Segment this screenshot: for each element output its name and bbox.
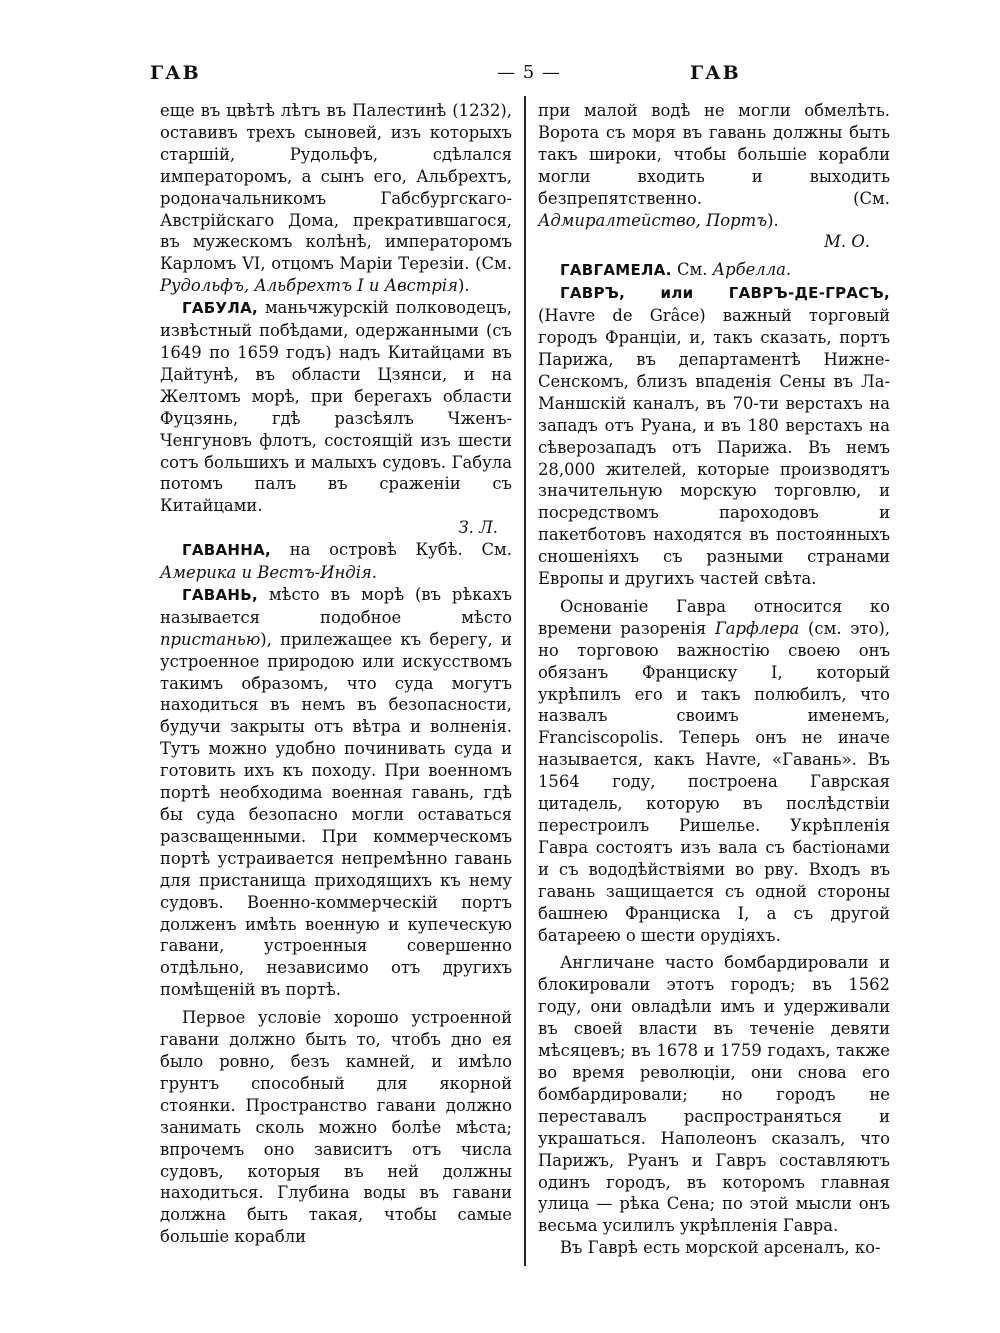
column-divider [524,96,526,1266]
entry-headword: ГАВГАМЕЛА. [560,261,672,280]
entry-headword: ГАВАНЬ, [182,585,258,604]
left-column [160,100,512,1248]
page-header [150,62,890,92]
running-head-right: ГАВ [690,62,741,84]
running-head-left: ГАВ [150,62,201,84]
cross-reference: Рудольфъ, Альбрехтъ I и Австрія [160,276,458,296]
continuation-paragraph: еще въ цвѣтѣ лѣтъ въ Палестинѣ (1232), оставивъ трехъ сыновей, изъ которыхъ старшій, Рудольфъ, сдѣлался императоромъ, а сынъ его, Альбрехтъ, родоначальникомъ Габсбургскаго-Австрійскаго Дома, прекратившагося, въ мужескомъ колѣнѣ, императоромъ Карломъ VI, отцомъ Маріи Терезіи. (См. Рудольфъ, Альбрехтъ I и Австрія). [160,101,512,296]
entry-gavanna: ГАВАННА, на островѣ Кубѣ. См. Америка и Вестъ-Индія. [160,540,512,583]
entry-headword: ГАВАННА, [182,541,272,560]
right-column [538,100,890,1259]
cross-reference: Адмиралтейство, Портъ [538,210,768,230]
entry-gavan: ГАВАНЬ, мѣсто въ морѣ (въ рѣкахъ называется подобное мѣсто пристанью), прилежащее къ берегу, и устроенное природою или искусствомъ такимъ образомъ, что суда могутъ находиться въ немъ въ безопасности, будучи закрыты отъ вѣтра и волненія. Тутъ можно удобно починивать суда и готовить ихъ къ походу. При военномъ портѣ необходима военная гавань, гдѣ бы суда безопасно могли оставаться разсващенными. При коммерческомъ портѣ устраивается непремѣнно гавань для пристанища приходящихъ къ нему судовъ. Военно-коммерческій портъ долженъ имѣть военную и купеческую гавани, устроенныя совершенно отдѣльно, независимо отъ другихъ помѣщеній въ портѣ. [160,584,512,1000]
paragraph: Англичане часто бомбардировали и блокировали этотъ городъ; въ 1562 году, они овладѣли имъ и удерживали въ своей власти въ теченіе девяти мѣсяцевъ; въ 1678 и 1759 годахъ, также во время революціи, они снова его бомбардировали; но городъ не переставалъ распространяться и украшаться. Наполеонъ сказалъ, что Парижъ, Руанъ и Гавръ составляютъ одинъ городъ, въ которомъ главная улица — рѣка Сена; по этой мысли онъ весьма усилилъ укрѣпленія Гавра. [538,953,890,1236]
cross-reference: Гарфлера [714,618,800,638]
paragraph: Основаніе Гавра относится ко времени разоренія Гарфлера (см. это), но торговою важностію своею онъ обязанъ Франциску I, который укрѣпилъ его и такъ полюбилъ, что назвалъ своимъ именемъ, Franciscopolis. Теперь онъ не иначе называется, какъ Havre, «Гавань». Въ 1564 году, построена Гаврская цитадель, которую въ послѣдствіи перестроилъ Ришелье. Укрѣпленія Гавра состоятъ изъ вала съ бастіонами и съ вододѣйствіями во рву. Входъ въ гавань защищается съ одной стороны башнею Франциска I, а съ другой батареею о шести орудіяхъ. [538,596,890,945]
entry-headword: ГАБУЛА, [182,299,259,318]
author-signature: З. Л. [458,518,498,538]
author-signature: М. О. [824,232,870,252]
cross-reference: Арбелла. [712,260,792,280]
emphasis-term: пристанью [160,629,261,649]
continuation-paragraph: при малой водѣ не могли обмелѣть. Ворота съ моря въ гавань должны быть такъ широки, чтобы большіе корабли могли входить и выходить безпрепятственно. (См. Адмиралтейство, Портъ). [538,101,890,230]
entry-gabula: ГАБУЛА, маньчжурскій полководецъ, извѣстный побѣдами, одержанными (съ 1649 по 1659 годъ) надъ Китайцами въ Дайтунѣ, въ области Цзянси, и на Желтомъ морѣ, при берегахъ области Фуцзянь, гдѣ разсѣялъ Чженъ-Ченгуновъ флотъ, состоящій изъ шести сотъ большихъ и малыхъ судовъ. Габула потомъ палъ въ сраженіи съ Китайцами. [160,298,512,516]
entry-headword: ГАВРЪ, или ГАВРЪ-ДЕ-ГРАСЪ, [560,284,890,303]
entry-gavgamela: ГАВГАМЕЛА. См. Арбелла. [560,260,792,280]
paragraph: Въ Гаврѣ есть морской арсеналъ, ко- [560,1238,881,1258]
paragraph: Первое условіе хорошо устроенной гавани должно быть то, чтобъ дно ея было ровно, безъ камней, и имѣло грунтъ способный для якорной стоянки. Пространство гавани должно занимать сколь можно болѣе мѣста; впрочемъ оно зависитъ отъ числа судовъ, которыя въ ней должны находиться. Глубина воды въ гавани должна быть такая, чтобы самые большіе корабли [160,1008,512,1247]
page-number: — 5 — [497,62,561,83]
cross-reference: Америка и Вестъ-Индія. [160,563,377,583]
entry-gavr: ГАВРЪ, или ГАВРЪ-ДЕ-ГРАСЪ, (Havre de Grâce) важный торговый городъ Франціи, и, такъ сказать, портъ Парижа, въ департаментѣ Нижне-Сенскомъ, близъ впаденія Сены въ Ла-Маншскій каналъ, въ 70-ти верстахъ на западъ отъ Руана, и въ 180 верстахъ на сѣверозападъ отъ Парижа. Въ немъ 28,000 жителей, которые производятъ значительную морскую торговлю, и посредствомъ пароходовъ и пакетботовъ находятся въ постоянныхъ сношеніяхъ съ разными странами Европы и другихъ частей свѣта. [538,284,890,589]
